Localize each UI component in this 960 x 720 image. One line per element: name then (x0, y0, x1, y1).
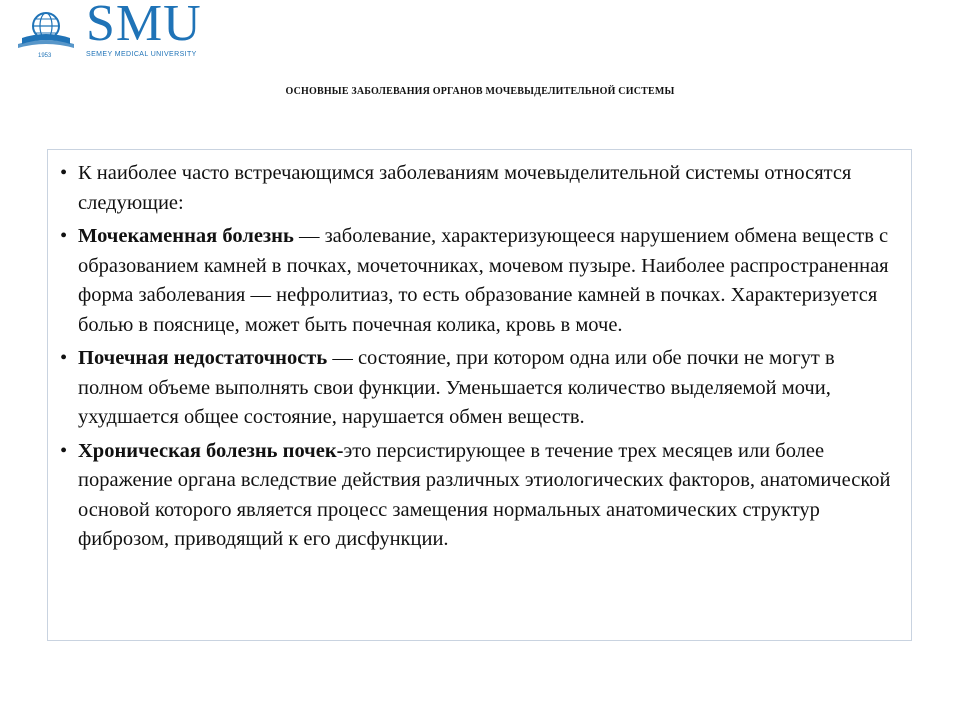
university-logo (16, 0, 236, 62)
bullet-dot-icon: • (60, 162, 68, 184)
logo-wordmark: SMU (86, 0, 202, 52)
bullet-text: — состояние, при котором одна или обе почки не могут в полном объеме выполнять свои функции. Уменьшается количество выделяемой мочи, ухудшается общее состояние, нарушается обмен веществ. (78, 347, 835, 428)
bullet-item (58, 159, 900, 218)
slide-title: ОСНОВНЫЕ ЗАБОЛЕВАНИЯ ОРГАНОВ МОЧЕВЫДЕЛИТЕЛЬНОЙ СИСТЕМЫ (285, 86, 675, 97)
bullet-list (58, 159, 900, 559)
bullet-item (58, 344, 900, 433)
bullet-text: К наиболее часто встречающимся заболеваниям мочевыделительной системы относятся следующие: (78, 162, 852, 214)
logo-year: 1953 (38, 53, 52, 59)
globe-book-icon (16, 6, 86, 56)
logo-subtitle: SEMEY MEDICAL UNIVERSITY (86, 51, 197, 58)
bullet-dot-icon: • (60, 225, 68, 247)
bullet-term: Почечная недостаточность (78, 347, 328, 369)
bullet-dot-icon: • (60, 347, 68, 369)
bullet-text: — заболевание, характеризующееся нарушением обмена веществ с образованием камней в почках, мочеточниках, мочевом пузыре. Наиболее распространенная форма заболевания — нефролитиаз, то есть образование камней в почках. Характеризуется болью в пояснице, может быть почечная колика, кровь в моче. (78, 225, 889, 336)
bullet-item (58, 222, 900, 340)
bullet-item (58, 437, 900, 555)
content-box (47, 149, 912, 641)
bullet-dot-icon: • (60, 439, 68, 462)
bullet-term: Мочекаменная болезнь (78, 225, 294, 247)
bullet-term: Хроническая болезнь почек- (78, 439, 344, 462)
bullet-text: это персистирующее в течение трех месяцев или более поражение органа вследствие действия различных этиологических факторов, анатомической основой которого является процесс замещения нормальных анатомических структур фиброзом, приводящий к его дисфункции. (78, 439, 891, 550)
